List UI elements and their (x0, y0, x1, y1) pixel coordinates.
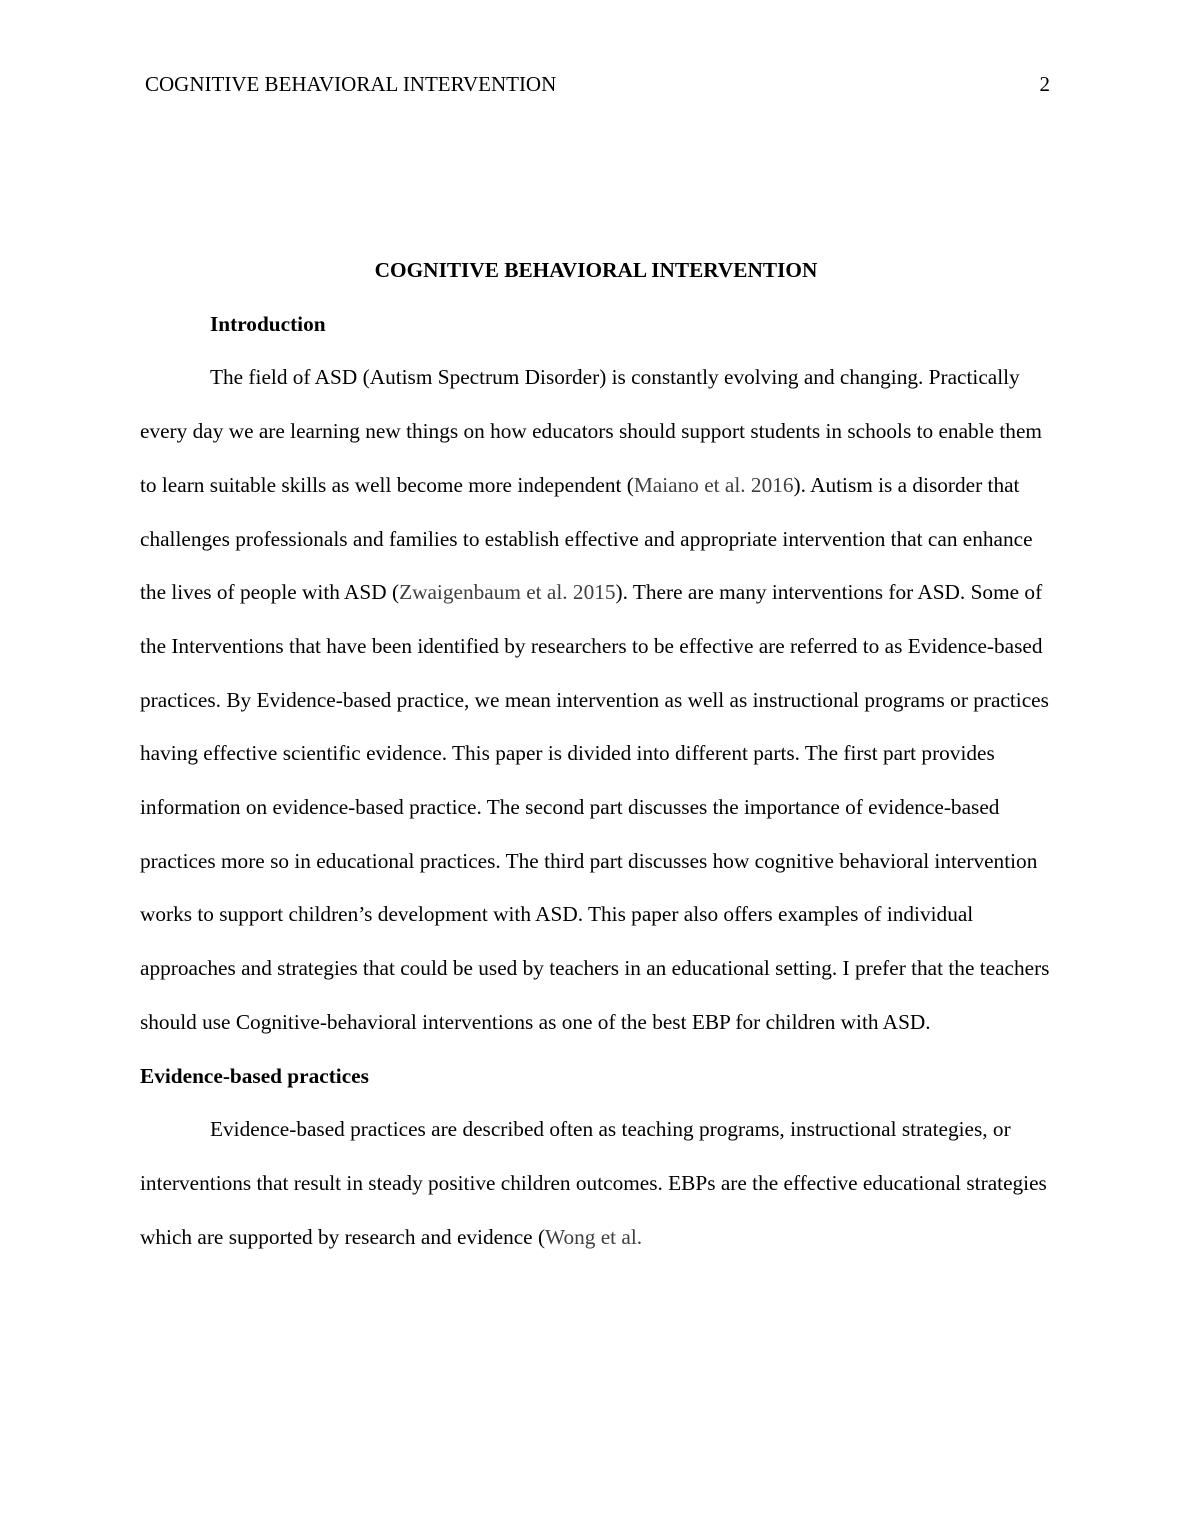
section-heading-introduction: Introduction (210, 311, 326, 336)
page-number: 2 (1039, 72, 1050, 96)
document-body (140, 244, 1052, 1264)
citation: Wong et al. (545, 1224, 643, 1249)
citation: Maiano et al. 2016 (633, 472, 794, 497)
paragraph-text: Evidence-based practices are described often as teaching programs, instructional strategies, or interventions that result in steady positive children outcomes. EBPs are the effective educational strategies which are supported by research and evidence ( (140, 1117, 1047, 1249)
document-title: COGNITIVE BEHAVIORAL INTERVENTION (374, 258, 818, 282)
citation: Zwaigenbaum et al. 2015 (399, 580, 616, 605)
paragraph-text: ). There are many interventions for ASD. Some of the Interventions that have been identified by researchers to be effective are referred to as Evidence-based practices. By Evidence-based practice, we mean intervention as well as instructional programs or practices having effective scientific evidence. This paper is divided into different parts. The first part provides information on evidence-based practice. The second part discusses the importance of evidence-based practices more so in educational practices. The third part discusses how cognitive behavioral intervention works to support children’s development with ASD. This paper also offers examples of individual approaches and strategies that could be used by teachers in an educational setting. I prefer that the teachers should use Cognitive-behavioral interventions as one of the best EBP for children with ASD. (140, 580, 1050, 1034)
paragraph-text: ). Autism is a disorder that challenges professionals and families to establish effective and appropriate intervention that can enhance the lives of people with ASD ( (140, 472, 1033, 605)
running-head-title: COGNITIVE BEHAVIORAL INTERVENTION (145, 72, 557, 96)
introduction-paragraph (140, 351, 1052, 1049)
section-heading-evidence-based-practices: Evidence-based practices (140, 1063, 369, 1088)
evidence-based-paragraph (140, 1103, 1052, 1264)
paragraph-text: The field of ASD (Autism Spectrum Disorder) is constantly evolving and changing. Practically every day we are learning new things on how educators should support students in schools to enable them to learn suitable skills as well become more independent ( (140, 365, 1042, 497)
